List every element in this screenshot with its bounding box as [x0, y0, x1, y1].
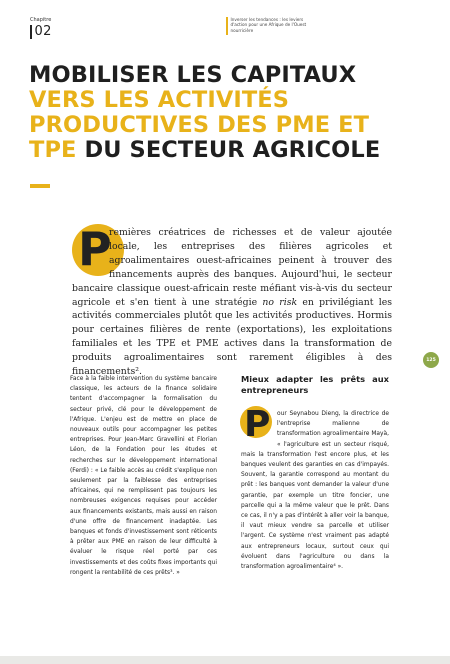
title-line-4-rest: DU SECTEUR AGRICOLE — [76, 137, 381, 163]
intro-text-1: remières créatrices de richesses et de valeur ajoutée locale, les entreprises des filières agricoles et agroalimentaires ouest-africaines peinent à trouver des financements auprès des banques. Aujourd'hui, le secteur bancaire classique ouest-africain reste méfiant vis-à-vis du secteur agricole et s'en tient à une stratégie — [72, 227, 392, 308]
left-column-text: Face à la faible intervention du système bancaire classique, les acteurs de la finance solidaire tentent d'accompagner la formalisation du secteur privé, clé pour le développement de l'Afrique. L'enjeu est de mettre en place de nouveaux outils pour accompagner les petites entreprises. Pour Jean-Marc Gravellini et Florian Léon, de la Fondation pour les études et recherches sur le développement international (Ferdi) : « Le faible accès au crédit s'explique non seulement par la faiblesse des entreprises africaines, qui ne remplissent pas toujours les nombreuses exigences requises pour accéder aux financements existants, mais aussi en raison d'une offre de financement inadaptée. Les banques et fonds d'investissement sont réticents à prêter aux PME en raison de leur difficulté à évaluer le risque réel porté par ces investissements et des coûts fixes importants qui rongent la rentabilité de ces prêts³. » — [70, 376, 217, 576]
chapter-divider — [30, 25, 32, 39]
right-column-subhead: Mieux adapter les prêts aux entrepreneurs — [241, 374, 389, 395]
article-title — [29, 63, 429, 163]
page-bottom-band — [0, 656, 450, 664]
title-line-3: PRODUCTIVES DES PME ET — [29, 112, 370, 138]
chapter-label: Chapitre — [30, 17, 52, 23]
intro-italic: no risk — [262, 296, 298, 308]
section-label: Inverser les tendances : les leviers d'action pour une Afrique de l'Ouest nourricière — [230, 17, 307, 33]
chapter-number: 02 — [34, 24, 52, 39]
chapter-marker — [30, 17, 52, 39]
section-marker — [226, 17, 311, 35]
chapter-number-row — [30, 24, 52, 39]
left-column — [70, 374, 217, 578]
right-column — [241, 374, 389, 572]
right-dropcap: P — [244, 404, 271, 445]
title-line-1: MOBILISER LES CAPITAUX — [29, 62, 357, 88]
section-divider — [226, 17, 228, 35]
intro-text-2: en privilégiant les activités commerciales plutôt que les activités productives. Hormis pour certaines filières de rente (exportations), les exploitations familiales et les TPE et PME actives dans la transformation de produits agroalimentaires sont rarement éligibles à des financements². — [72, 296, 392, 378]
right-column-text: our Seynabou Dieng, la directrice de l'entreprise malienne de transformation agroalimentaire Mayà, « l'agriculture est un secteur risqué, mais la transformation l'est encore plus, et les banques veulent des garanties en cas d'impayés. Souvent, la garantie correspond au montant du prêt : les banques vont demander la valeur d'une garantie, par exemple un titre foncier, une parcelle qui a la même valeur que le prêt. Dans ce cas, il n'y a pas d'intérêt à aller voir la banque, il vaut mieux vendre sa parcelle et utiliser l'argent. Ce système n'est vraiment pas adapté aux entrepreneurs locaux, surtout ceux qui évoluent dans l'agriculture ou dans la transformation agroalimentaire⁴ ». — [241, 411, 389, 571]
intro-paragraph — [72, 222, 392, 379]
intro-dropcap: P — [78, 222, 112, 276]
right-column-body — [241, 404, 389, 572]
title-line-2: VERS LES ACTIVITÉS — [29, 87, 290, 113]
title-line-4-accent: TPE — [29, 137, 77, 163]
title-underline — [30, 184, 50, 188]
page-number-badge: 125 — [423, 352, 439, 368]
